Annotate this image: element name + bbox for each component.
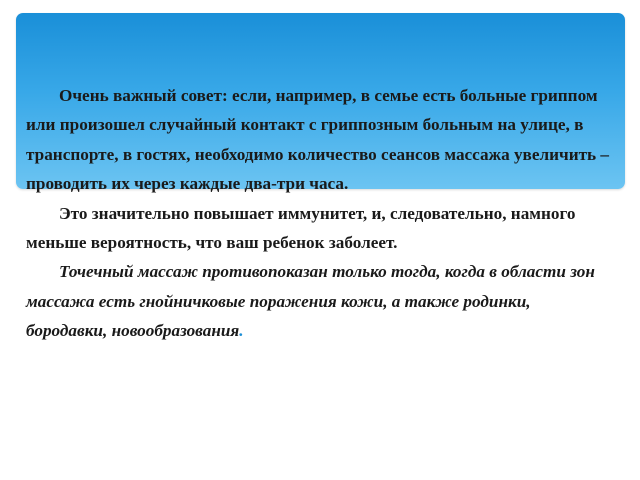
contraindication-paragraph <box>26 257 611 345</box>
immunity-paragraph: Это значительно повышает иммунитет, и, следовательно, намного меньше вероятность, что ваш ребенок заболеет. <box>26 203 576 253</box>
slide-body-text <box>26 81 611 346</box>
contraindication-text: Точечный массаж противопоказан только тогда, когда в области зон массажа есть гнойничковые поражения кожи, а также родинки, бородавки, новообразования <box>26 262 595 341</box>
final-period: . <box>239 321 244 341</box>
advice-paragraph: Очень важный совет: если, например, в семье есть больные гриппом или произошел случайный контакт с гриппозным больным на улице, в транспорте, в гостях, необходимо количество сеансов массажа увеличить – проводить их через каждые два-три часа. <box>26 86 610 194</box>
